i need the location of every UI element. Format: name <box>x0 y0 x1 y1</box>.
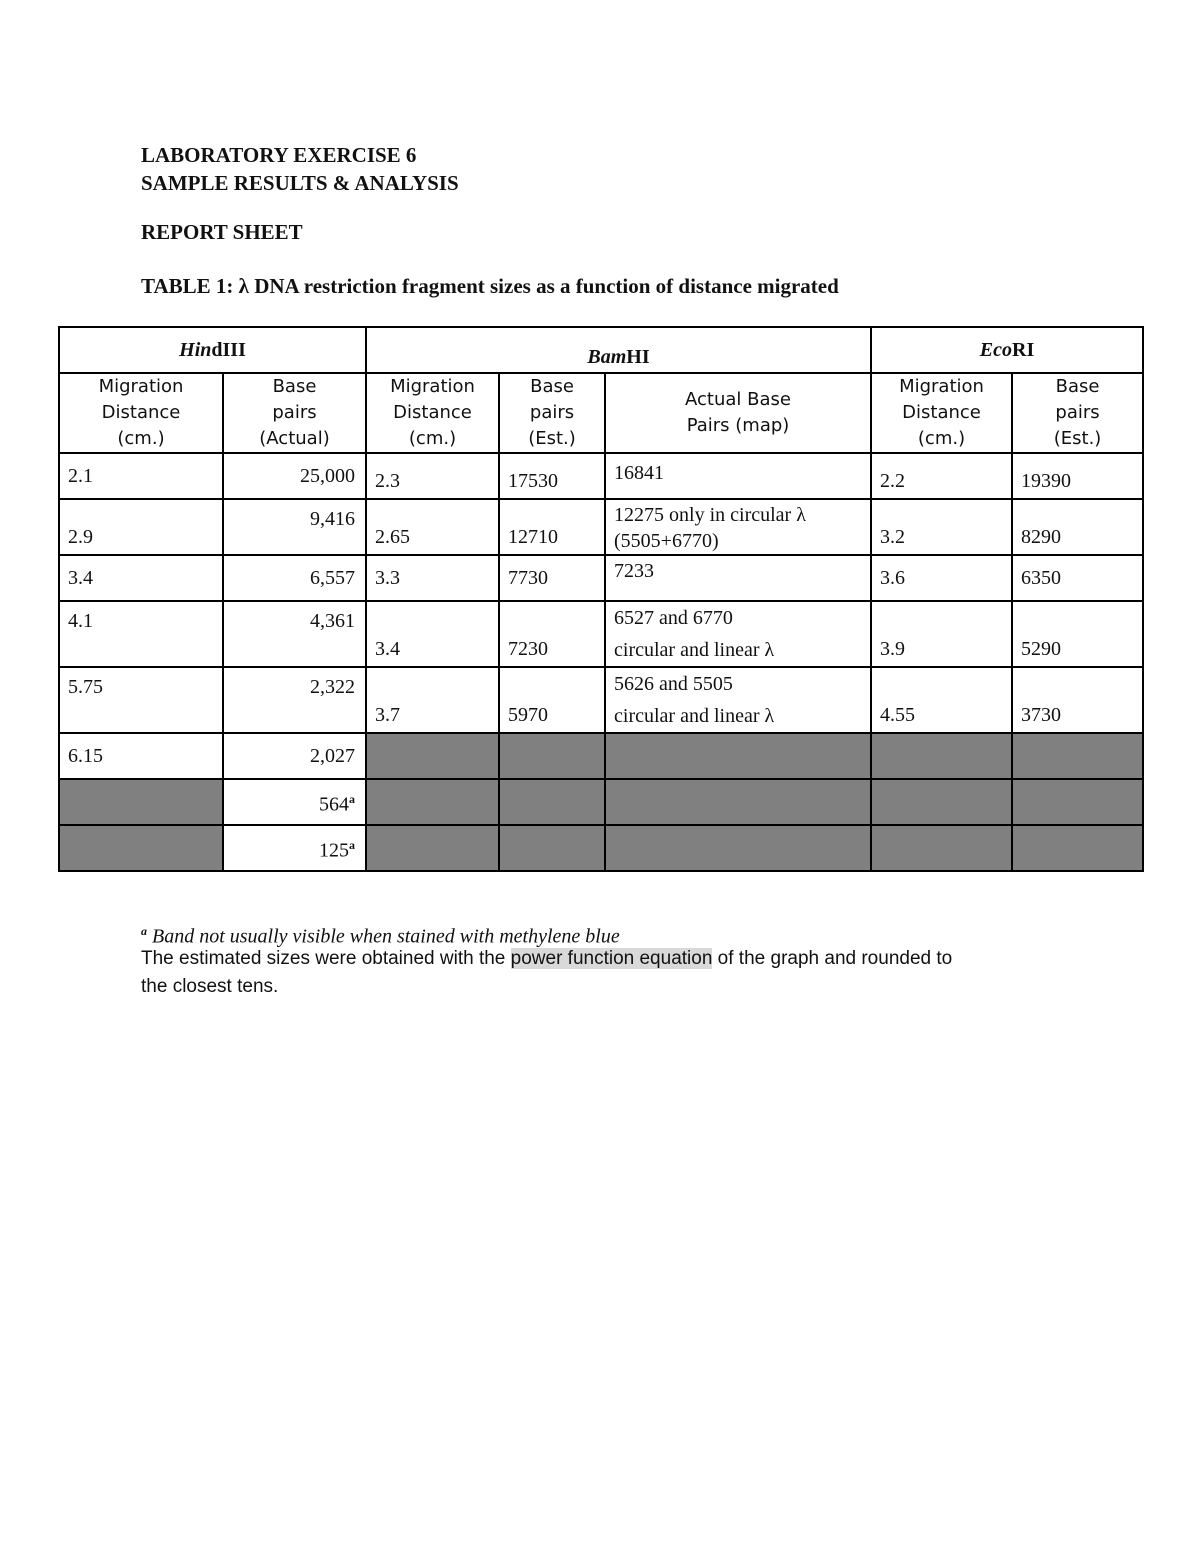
cell: 5290 <box>1012 601 1143 667</box>
cell: 5970 <box>499 667 605 733</box>
cell: 19390 <box>1012 453 1143 499</box>
col-hindiii-migration: Migration Distance (cm.) <box>59 373 223 453</box>
empty-cell <box>605 779 871 825</box>
table-row <box>59 733 1143 779</box>
report-sheet-heading: REPORT SHEET <box>141 220 303 244</box>
cell: 17530 <box>499 453 605 499</box>
cell: 3.4 <box>366 601 499 667</box>
cell: 6,557 <box>223 555 366 601</box>
col-hindiii-basepairs: Base pairs (Actual) <box>223 373 366 453</box>
cell: 3.3 <box>366 555 499 601</box>
empty-cell <box>499 779 605 825</box>
cell: 3.4 <box>59 555 223 601</box>
empty-cell <box>1012 733 1143 779</box>
table-row <box>59 825 1143 871</box>
group-bamhi: BamHI <box>366 327 871 373</box>
table-caption: TABLE 1: λ DNA restriction fragment sizes as a function of distance migrated <box>141 274 839 298</box>
cell: 25,000 <box>223 453 366 499</box>
col-bamhi-migration: Migration Distance (cm.) <box>366 373 499 453</box>
cell: 2.1 <box>59 453 223 499</box>
table-row <box>59 667 1143 733</box>
cell: 564$^a$ <box>223 779 366 825</box>
empty-cell <box>871 825 1012 871</box>
empty-cell <box>605 733 871 779</box>
cell: 2.2 <box>871 453 1012 499</box>
method-note-continued: the closest tens. <box>141 976 279 997</box>
col-ecori-basepairs: Base pairs (Est.) <box>1012 373 1143 453</box>
cell: 6527 and 6770 circular and linear λ <box>605 601 871 667</box>
cell: 3.2 <box>871 499 1012 555</box>
highlighted-phrase: power function equation <box>510 948 713 969</box>
table-row <box>59 601 1143 667</box>
table-row <box>59 453 1143 499</box>
table-row <box>59 555 1143 601</box>
method-note: The estimated sizes were obtained with the power function equation of the graph and rounded to <box>141 948 953 969</box>
empty-cell <box>366 733 499 779</box>
cell: 8290 <box>1012 499 1143 555</box>
cell: 2.65 <box>366 499 499 555</box>
empty-cell <box>59 825 223 871</box>
empty-cell <box>871 779 1012 825</box>
cell: 12275 only in circular λ (5505+6770) <box>605 499 871 555</box>
cell: 7730 <box>499 555 605 601</box>
cell: 2,027 <box>223 733 366 779</box>
empty-cell <box>366 825 499 871</box>
cell: 6350 <box>1012 555 1143 601</box>
exercise-subtitle: SAMPLE RESULTS & ANALYSIS <box>141 171 459 195</box>
empty-cell <box>499 733 605 779</box>
empty-cell <box>605 825 871 871</box>
cell: 5.75 <box>59 667 223 733</box>
cell: 3.7 <box>366 667 499 733</box>
cell: 2,322 <box>223 667 366 733</box>
cell: 3.6 <box>871 555 1012 601</box>
fragment-size-table <box>58 326 1144 872</box>
empty-cell <box>871 733 1012 779</box>
empty-cell <box>366 779 499 825</box>
col-bamhi-map: Actual Base Pairs (map) <box>605 373 871 453</box>
cell: 4.1 <box>59 601 223 667</box>
empty-cell <box>1012 825 1143 871</box>
table-row <box>59 779 1143 825</box>
empty-cell <box>499 825 605 871</box>
cell: 7233 <box>605 555 871 601</box>
cell: 3730 <box>1012 667 1143 733</box>
col-bamhi-basepairs: Base pairs (Est.) <box>499 373 605 453</box>
group-ecori: EcoRI <box>871 327 1143 373</box>
exercise-title: LABORATORY EXERCISE 6 <box>141 143 417 167</box>
col-ecori-migration: Migration Distance (cm.) <box>871 373 1012 453</box>
group-hindiii: HindIII <box>59 327 366 373</box>
cell: 9,416 <box>223 499 366 555</box>
footnote: $^a$ Band not usually visible when stained with methylene blue <box>141 924 620 948</box>
cell: 125$^a$ <box>223 825 366 871</box>
cell: 5626 and 5505 circular and linear λ <box>605 667 871 733</box>
cell: 12710 <box>499 499 605 555</box>
cell: 2.9 <box>59 499 223 555</box>
cell: 7230 <box>499 601 605 667</box>
cell: 2.3 <box>366 453 499 499</box>
cell: 4.55 <box>871 667 1012 733</box>
cell: 4,361 <box>223 601 366 667</box>
empty-cell <box>59 779 223 825</box>
table-row <box>59 499 1143 555</box>
cell: 16841 <box>605 453 871 499</box>
empty-cell <box>1012 779 1143 825</box>
cell: 6.15 <box>59 733 223 779</box>
cell: 3.9 <box>871 601 1012 667</box>
